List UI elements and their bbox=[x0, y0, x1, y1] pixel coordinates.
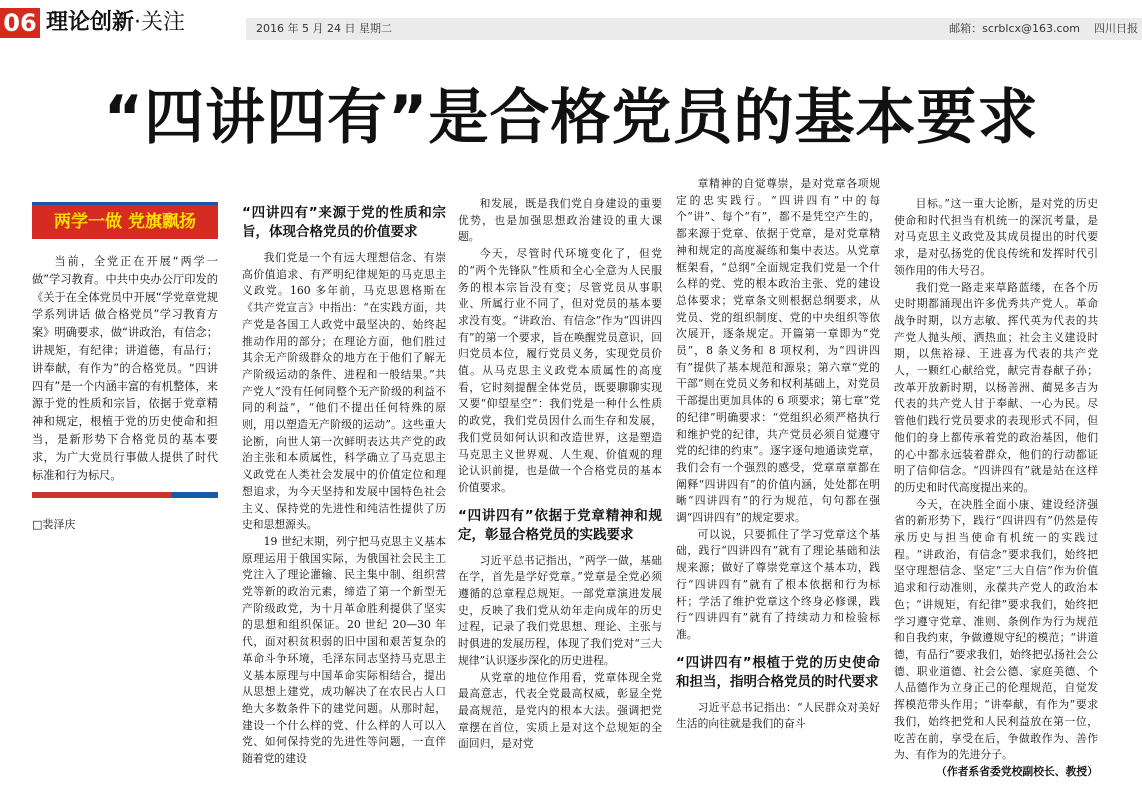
newspaper-name: 四川日报 bbox=[1094, 22, 1138, 35]
article-column-2 bbox=[458, 196, 662, 796]
info-bar bbox=[246, 18, 1142, 40]
paragraph: 从党章的地位作用看，党章体现全党最高意志，代表全党最高权威，彰显全党最高规范，是党内的根本大法。强调把党章摆在首位，实质上是对这个总规矩的全面回归，是对党 bbox=[458, 670, 662, 751]
contact-email: 邮箱：scrblcx@163.com bbox=[949, 22, 1080, 35]
issue-date: 2016 年 5 月 24 日 星期二 bbox=[256, 22, 392, 35]
paragraph: 我们党是一个有远大理想信念、有崇高价值追求、有严明纪律规矩的马克思主义政党。160 多年前，马克思恩格斯在《共产党宣言》中指出：“在实践方面，共产党是各国工人政党中最坚决的、始终起推动作用的部分；在理论方面，他们胜过其余无产阶级群众的地方在于他们了解无产阶级运动的条件、进程和一般结果。”共产党人“没有任何同整个无产阶级的利益不同的利益”，“他们不提出任何特殊的原则，用以塑造无产阶级的运动”。这些重大论断，向世人第一次鲜明表达共产党的政治主张和本质属性，科学确立了马克思主义政党在人类社会发展中的价值定位和理想追求，为今天坚持和发展中国特色社会主义、保持党的先进性和纯洁性提供了历史和思想源头。 bbox=[242, 251, 446, 532]
section-title-bold: 理论创新 bbox=[46, 10, 135, 35]
paragraph: 今天，尽管时代环境变化了，但党的“两个先锋队”性质和全心全意为人民服务的根本宗旨没有变；尽管党员从事职业、所属行业不同了，但对党员的基本要求没有变。“讲政治、有信念”作为“四讲四有”的第一个要求，旨在唤醒党员意识，回归党员本位，履行党员义务，实现党员价值。从马克思主义政党本质属性的高度看，它时刻提醒全体党员，既要聊聊实现又要“仰望星空”：我们党是一种什么性质的政党，我们党员因什么而生存和发展，我们党员如何认识和改造世界，这是塑造马克思主义世界观、人生观、价值观的理论认识前提，也是做一个合格党员的基本价值要求。 bbox=[458, 247, 662, 494]
paragraph: 我们党一路走来草路蓝缕，在各个历史时期都涌现出许多优秀共产党人。革命战争时期，以方志敏、挥代英为代表的共产党人抛头颅、洒热血；社会主义建设时期，以焦裕禄、王进喜为代表的共产党人，一颗红心献给党，献完青春献子孙；改革开放新时期，以杨善洲、蔺晃多吉为代表的共产党人甘于奉献、一心为民。尽管他们践行党员要求的表现形式不同，但他们的身上都传承着党的政治基因，他们的心中都永远装着群众，他们的行动都证明了信仰信念。“四讲四有”就是站在这样的历史和时代高度提出来的。 bbox=[894, 280, 1098, 494]
author-byline: □裴泽庆 bbox=[32, 518, 76, 532]
main-headline: “四讲四有”是合格党员的基本要求 bbox=[103, 83, 1039, 153]
section-title-sub: ·关注 bbox=[134, 10, 186, 35]
author-affiliation: （作者系省委党校副校长、教授） bbox=[936, 764, 1098, 778]
article-column-3 bbox=[676, 176, 880, 800]
lead-paragraph: 当前，全党正在开展“两学一做”学习教育。中共中央办公厅印发的《关于在全体党员中开展“学党章党规 学系列讲话 做合格党员”学习教育方案》明确要求，做“讲政治，有信念；讲规矩，有纪律；讲道德，有品行；讲奉献，有作为”的合格党员。“四讲四有”是一个内涵丰富的有机整体，来源于党的性质和宗旨，依据于党章精神和规定，根植于党的历史使命和担当，是新形势下合格党员的基本要求，为广大党员行事做人提供了时代标准和行为标尺。 bbox=[32, 255, 218, 482]
subheading-1: “四讲四有”来源于党的性质和宗旨，体现合格党员的价值要求 bbox=[242, 205, 446, 240]
page-header bbox=[0, 0, 1142, 44]
campaign-tag bbox=[32, 202, 218, 239]
intro-sidebar bbox=[32, 202, 218, 532]
paragraph: 可以说，只要抓住了学习党章这个基础，践行“四讲四有”就有了理论基础和法规来源；做好了尊崇党章这个基本功，践行“四讲四有”就有了根本依据和行为标杆；学活了维护党章这个终身必修课，践行“四讲四有”就有了持续动力和检验标准。 bbox=[676, 527, 880, 641]
paragraph: 章精神的自觉尊崇，是对党章各项规定的忠实践行。“四讲四有”中的每个“讲”、每个“有”，都不是凭空产生的，都来源于党章、依据于党章，是对党章精神和规定的高度凝练和集中表达。从党章框架看，“总纲”全面规定我们党是一个什么样的党、党的根本政治主张、党的建设总体要求；党章条文则根据总纲要求，从党员、党的组织制度、党的中央组织等依次展开，逐条规定。开篇第一章即为“党员”，8 条义务和 8 项权利，为“四讲四有”提供了基本规范和源泉；第六章“党的干部”则在党员义务和权利基础上，对党员干部提出更加具体的 6 项要求；第七章“党的纪律”明确要求：“党组织必须严格执行和维护党的纪律，共产党员必须自觉遵守党的纪律的约束”。逐字逐句地通读党章，我们会有一个强烈的感受，党章章章都在阐释“四讲四有”的价值内涵，处处都在明晰“四讲四有”的行为规范，句句都在强调“四讲四有”的规定要求。 bbox=[676, 177, 880, 525]
paragraph: 今天，在决胜全面小康、建设经济强省的新形势下，践行“四讲四有”仍然是传承历史与担当使命有机统一的实践过程。“讲政治，有信念”要求我们，始终把坚守理想信念、坚定“三大自信”作为价值追求和行动准则，永葆共产党人的政治本色；“讲规矩，有纪律”要求我们，始终把学习遵守党章、准则、条例作为行为规范和自我约束，争做遵规守纪的模范；“讲道德，有品行”要求我们，始终把弘扬社会公德、职业道德、社会公德、家庭美德、个人品德作为立身正己的伦理规范，自觉发挥模范带头作用；“讲奉献，有作为”要求我们，始终把党和人民利益放在第一位，吃苦在前，享受在后，争做敢作为、善作为、有作为的先进分子。 bbox=[894, 497, 1098, 762]
paragraph: 和发展，既是我们党自身建设的重要优势，也是加强思想政治建设的重大课题。 bbox=[458, 197, 662, 244]
section-title bbox=[46, 8, 185, 38]
page-number: 06 bbox=[0, 8, 40, 38]
paragraph: 目标。”这一重大论断，是对党的历史使命和时代担当有机统一的深沉考量，是对马克思主义政党及其成员提出的时代要求，是对弘扬党的优良传统和发挥时代引领作用的伟大号召。 bbox=[894, 197, 1098, 277]
campaign-tag-text: 两学一做 党旗飘扬 bbox=[54, 212, 196, 232]
paragraph: 19 世纪末期，列宁把马克思主义基本原理运用于俄国实际，为俄国社会民主工党注入了理论灌输、民主集中制、组织营党等新的政治元素，缔造了第一个新型无产阶级政党，为十月革命胜利提供了坚实的思想和组织保证。20 世纪 20—30 年代，面对积贫积弱的旧中国和艰苦复杂的革命斗争环境，毛泽东同志坚持马克思主义基本原理与中国革命实际相结合，提出从思想上建党，成功解决了在农民占人口绝大多数条件下的建党问题。从那时起，建设一个什么样的党、什么样的人可以入党、如何保持党的先进性等问题，一直伴随着党的建设 bbox=[242, 534, 446, 766]
subheading-2: “四讲四有”依据于党章精神和规定，彰显合格党员的实践要求 bbox=[458, 507, 662, 543]
paragraph: 习近平总书记指出，“两学一做，基础在学，首先是学好党章。”党章是全党必须遵循的总章程总规矩。一部党章演进发展史，反映了我们党从幼年走向成年的历史过程，记录了我们党思想、理论、主张与时俱进的发展历程，体现了我们党对“三大规律”认识逐步深化的历史进程。 bbox=[458, 553, 662, 667]
color-rule bbox=[32, 492, 218, 498]
article-column-1 bbox=[242, 200, 446, 800]
subheading-3: “四讲四有”根植于党的历史使命和担当，指明合格党员的时代要求 bbox=[676, 654, 880, 690]
paragraph: 习近平总书记指出：“人民群众对美好生活的向往就是我们的奋斗 bbox=[676, 700, 880, 731]
article-column-4 bbox=[894, 196, 1098, 796]
